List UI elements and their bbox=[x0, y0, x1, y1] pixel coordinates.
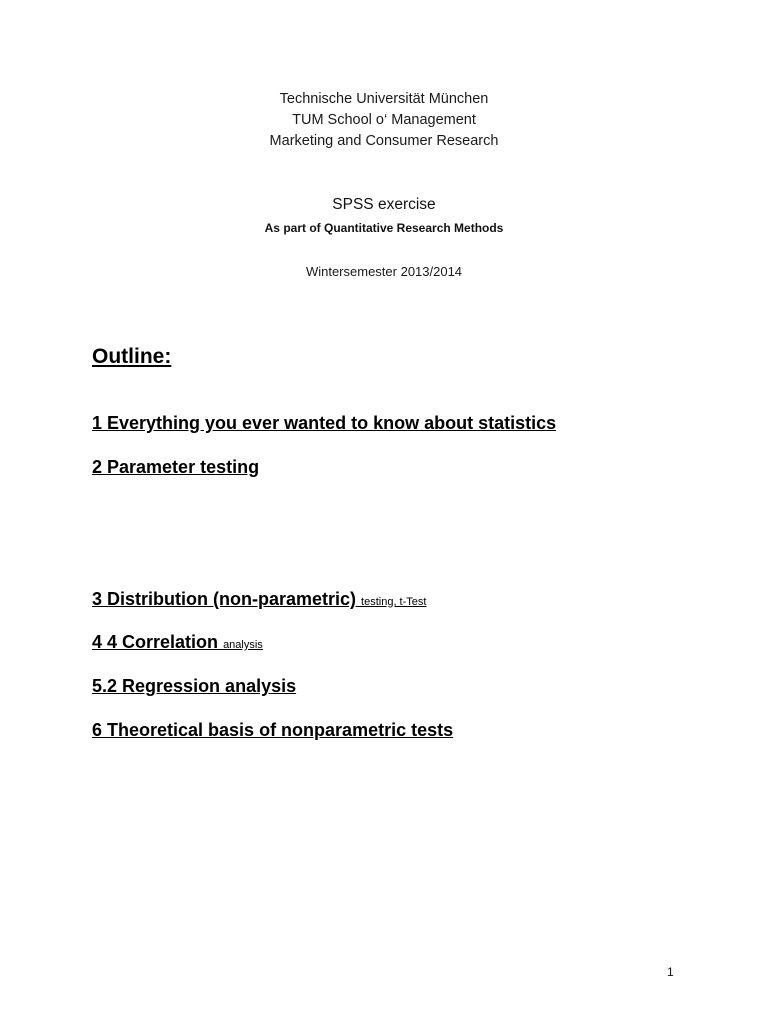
outline-item-text: 3 Distribution (non-parametric) bbox=[92, 589, 357, 609]
outline-item-text: 6 Theoretical basis of nonparametric tests bbox=[92, 720, 454, 740]
outline-heading: Outline: bbox=[92, 345, 172, 368]
page-number: 1 bbox=[667, 965, 674, 979]
school-name: TUM School o‘ Management bbox=[292, 112, 476, 128]
university-name: Technische Universität München bbox=[279, 91, 489, 107]
chair-name: Marketing and Consumer Research bbox=[269, 133, 499, 149]
outline-item-6 bbox=[92, 720, 453, 741]
outline-item-text: 1 Everything you ever wanted to know about statistics bbox=[92, 413, 557, 433]
outline-item-text: 4 4 Correlation bbox=[92, 632, 219, 652]
outline-item-4 bbox=[92, 632, 263, 653]
document-subtitle: As part of Quantitative Research Methods bbox=[264, 221, 504, 235]
outline-item-2 bbox=[92, 457, 259, 478]
outline-item-5 bbox=[92, 676, 296, 697]
outline-item-3 bbox=[92, 589, 426, 610]
semester-label: Wintersemester 2013/2014 bbox=[305, 264, 463, 279]
document-title: SPSS exercise bbox=[332, 196, 436, 213]
outline-item-note: testing, t-Test bbox=[361, 596, 427, 608]
outline-item-text: 2 Parameter testing bbox=[92, 457, 260, 477]
outline-item-text: 5.2 Regression analysis bbox=[92, 676, 297, 696]
outline-item-1 bbox=[92, 413, 556, 434]
outline-item-note: analysis bbox=[223, 639, 263, 651]
institution-header bbox=[0, 89, 768, 152]
